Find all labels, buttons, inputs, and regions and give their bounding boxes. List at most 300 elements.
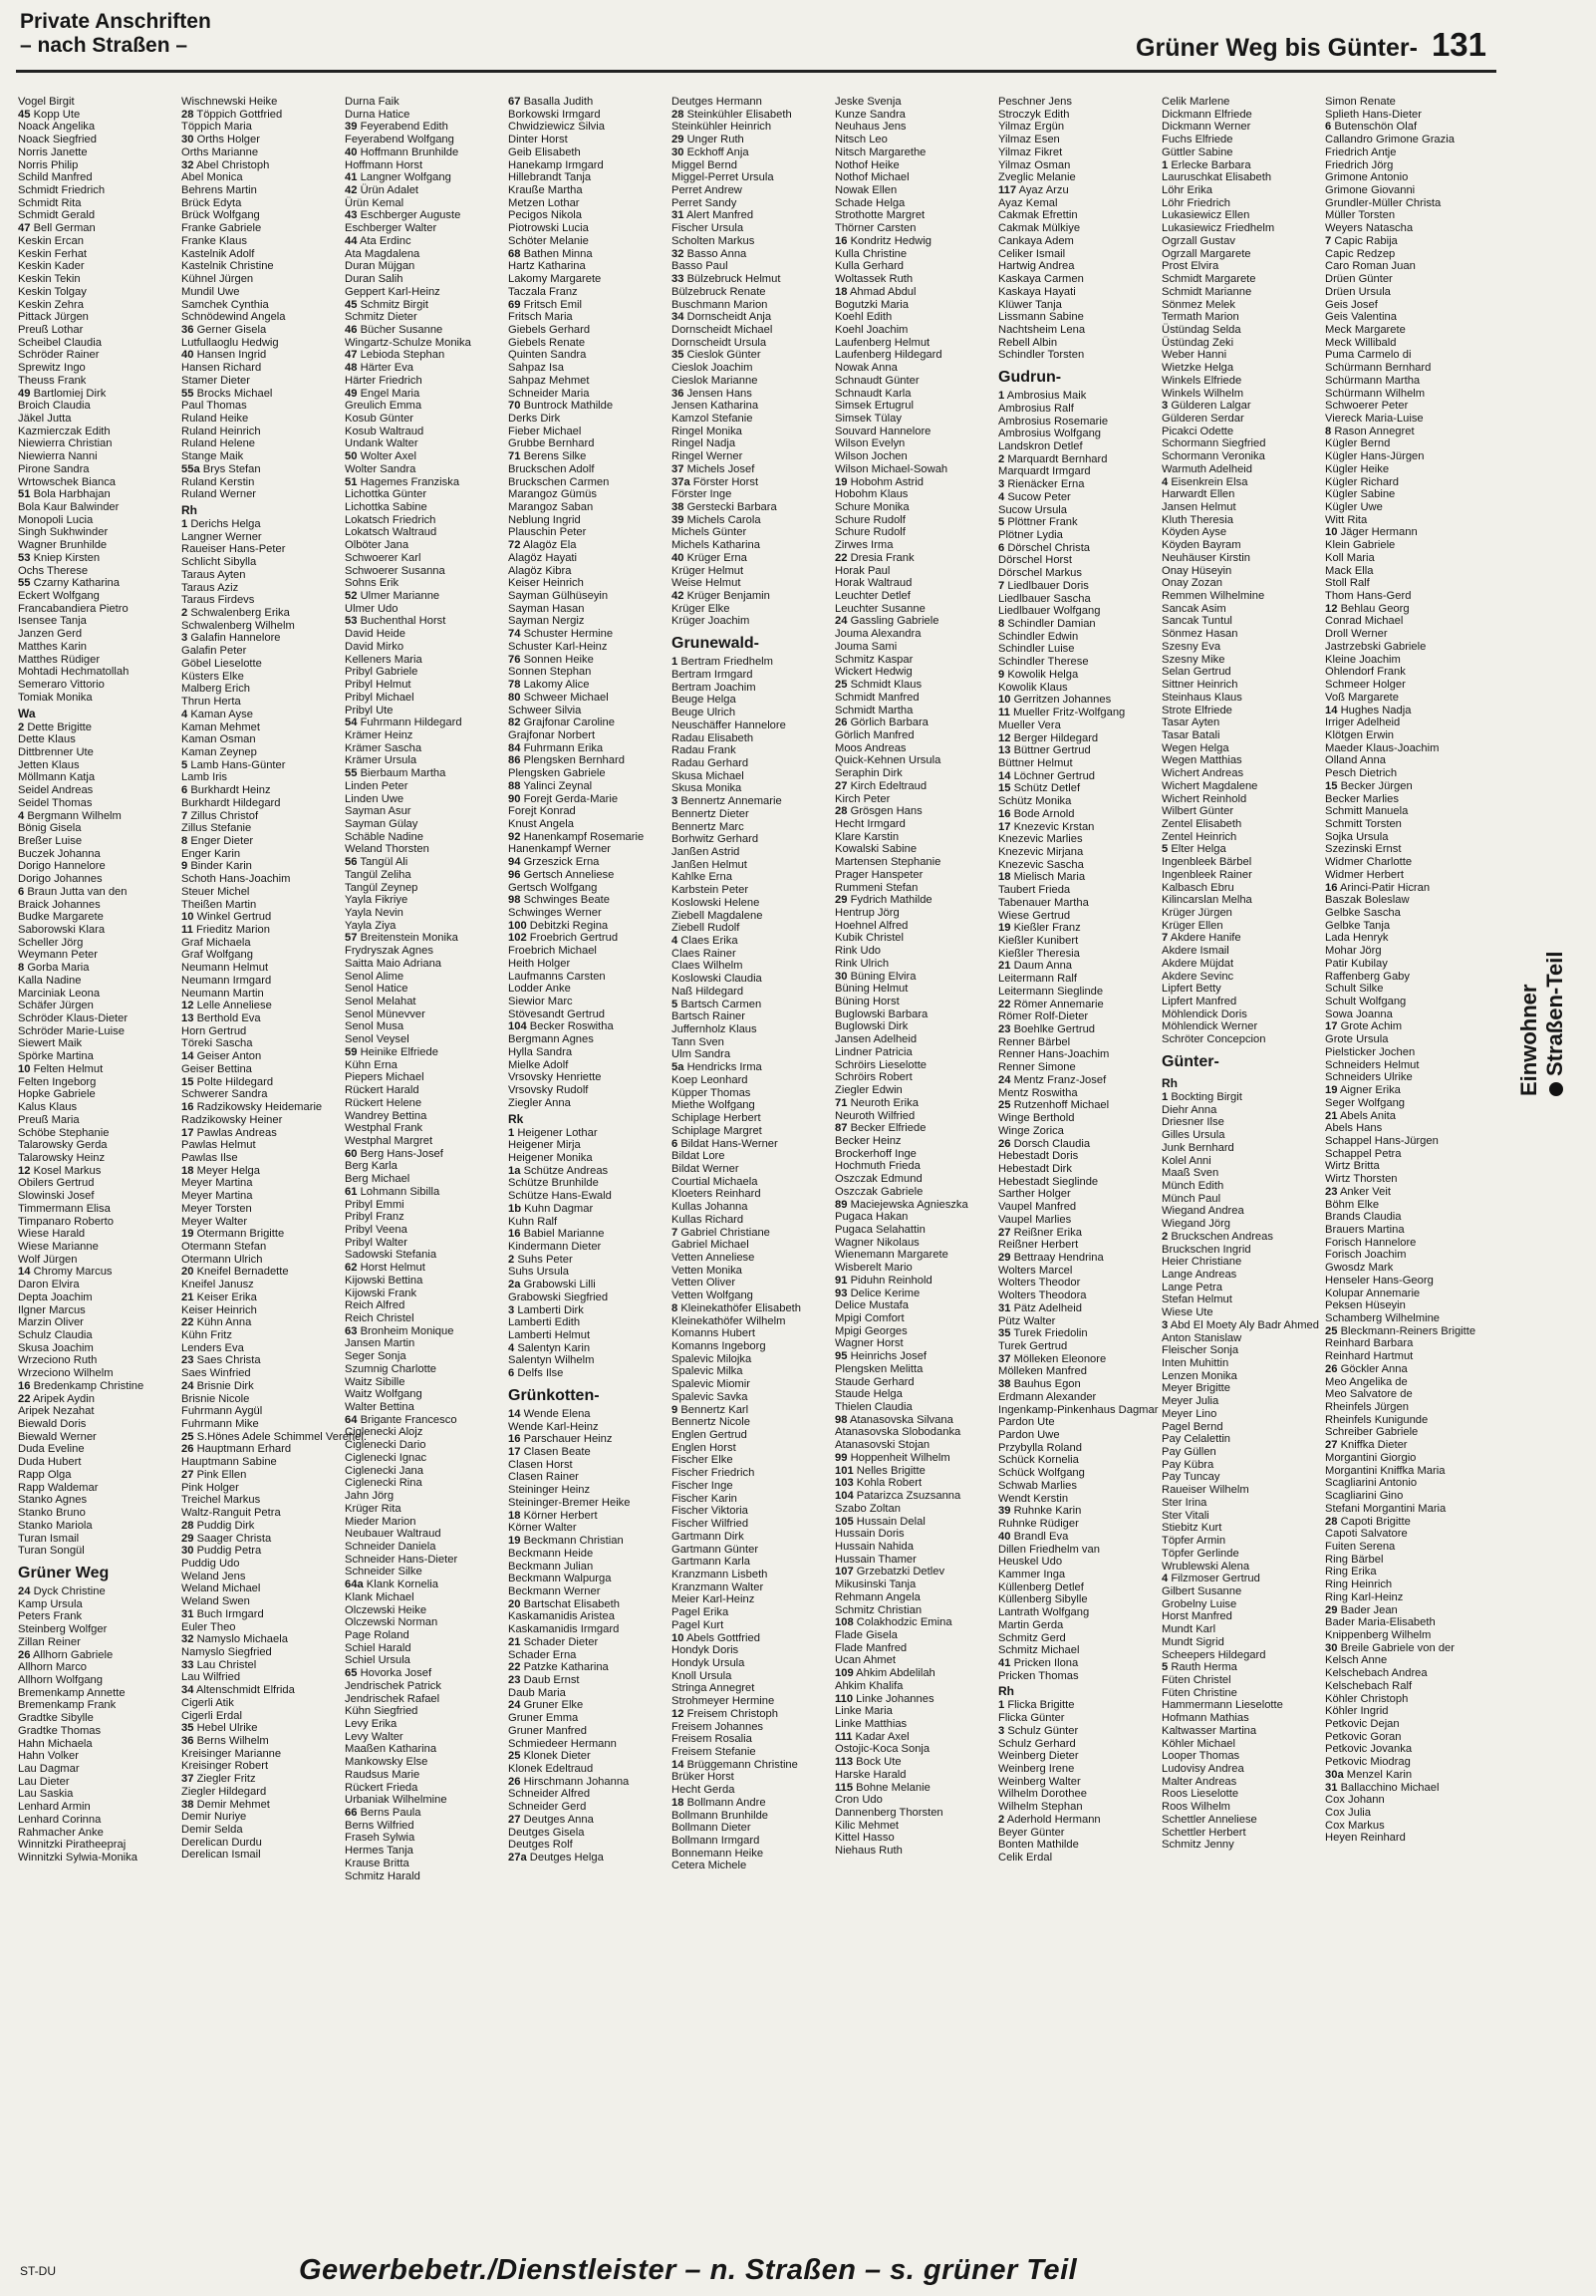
resident-entry [1162,603,1323,616]
resident-name: Ring Karl-Heinz [1325,1590,1404,1603]
house-number: 92 [508,830,521,843]
resident-entry [1162,450,1323,463]
resident-name: Suhs Ursula [508,1266,569,1279]
resident-entry [345,248,506,261]
resident-entry [835,1122,996,1135]
resident-entry [508,1535,669,1548]
resident-name: Orths Marianne [181,145,259,158]
resident-name: Naß Hildegard [671,985,744,998]
resident-entry [1162,1497,1323,1510]
resident-entry [1325,1097,1486,1110]
resident-entry [998,453,1160,466]
resident-entry [998,209,1160,222]
resident-entry [835,1705,996,1718]
resident-name: Tasar Batali [1162,728,1220,741]
resident-name: Hochmuth Frieda [835,1160,921,1173]
house-number: 27 [835,779,848,792]
resident-entry [998,821,1160,834]
resident-entry [508,679,669,692]
resident-name: Thrun Herta [181,696,241,709]
resident-name: Viereck Maria-Luise [1325,412,1424,425]
resident-entry [181,1507,343,1520]
resident-entry [1162,299,1323,312]
resident-entry [1162,197,1323,210]
resident-entry [18,1598,179,1611]
resident-entry [508,121,669,134]
resident-entry [181,1456,343,1469]
resident-entry [1325,856,1486,869]
house-number: 24 [18,1584,31,1597]
resident-name: Sowa Joanna [1325,1007,1393,1020]
resident-entry [1325,1769,1486,1782]
resident-entry [18,1763,179,1776]
resident-entry [835,514,996,527]
resident-entry [508,590,669,603]
resident-entry [508,577,669,590]
resident-name: Aderhold Hermann [1006,1813,1101,1826]
resident-entry [998,1606,1160,1619]
resident-name: Heuskel Udo [998,1556,1063,1569]
header-subtitle: – nach Straßen – [20,34,188,57]
resident-name: Spörke Martina [18,1050,94,1063]
resident-entry [18,733,179,746]
resident-entry [998,1763,1160,1776]
resident-entry [1325,1452,1486,1465]
resident-name: Brüggemann Christine [686,1758,798,1771]
resident-name: Patzke Katharina [523,1661,609,1674]
resident-name: Stövesandt Gertrud [508,1007,606,1020]
resident-entry [508,767,669,780]
resident-name: Beuge Helga [671,694,736,707]
resident-name: Horst Manfred [1162,1610,1232,1623]
resident-name: Grote Ursula [1325,1033,1389,1046]
resident-entry [1325,337,1486,350]
resident-name: Forisch Hannelore [1325,1236,1417,1249]
resident-entry [1162,488,1323,501]
resident-entry [181,311,343,324]
resident-entry [998,694,1160,707]
house-number: 101 [835,1464,854,1477]
resident-name: Brisnie Dirk [196,1379,254,1392]
resident-name: Bode Arnold [1013,807,1075,820]
resident-entry [998,1416,1160,1429]
resident-name: Strote Elfriede [1162,704,1232,717]
resident-entry [671,1353,833,1366]
resident-name: Senol Münevver [345,1007,425,1020]
resident-name: Lenders Eva [181,1341,244,1354]
house-number: 26 [1325,1362,1338,1375]
resident-entry [345,197,506,210]
resident-name: Neuroth Wilfried [835,1109,916,1122]
resident-name: Reißner Erika [1013,1226,1082,1239]
resident-name: Kelleners Maria [345,653,422,666]
resident-name: Mieder Marion [345,1515,416,1528]
resident-entry [1325,552,1486,565]
resident-name: Hermes Tanja [345,1845,413,1858]
resident-name: Schreiber Gabriele [1325,1426,1419,1439]
resident-name: Baszak Boleslaw [1325,894,1410,907]
resident-name: Deutges Hermann [671,96,762,108]
resident-name: Schnaudt Günter [835,374,920,387]
resident-entry [998,1176,1160,1189]
resident-name: Grajfonar Norbert [508,728,596,741]
resident-entry [1325,641,1486,654]
resident-entry [835,1388,996,1401]
resident-entry [18,797,179,810]
resident-entry [508,818,669,831]
resident-entry [671,514,833,527]
house-number: 17 [181,1126,194,1139]
resident-entry [181,134,343,146]
resident-entry [18,1216,179,1229]
resident-entry [835,1059,996,1072]
resident-entry [1325,1008,1486,1021]
resident-name: Krüger Elke [671,602,730,615]
resident-name: Ciglenecki Dario [345,1439,426,1452]
resident-name: Felten Ingeborg [18,1075,97,1088]
resident-name: Sancak Tuntul [1162,615,1232,628]
resident-name: Janßen Helmut [671,858,747,871]
resident-entry [1162,831,1323,844]
house-number: 3 [1162,400,1169,413]
resident-entry [998,1404,1160,1417]
resident-name: Grubbe Bernhard [508,437,595,450]
resident-entry [1325,1160,1486,1173]
resident-name: Duda Hubert [18,1456,82,1469]
resident-name: Rebell Albin [998,336,1058,349]
resident-name: Kaman Osman [181,733,256,746]
house-number: 6 [181,784,188,797]
house-number: 37a [671,475,690,488]
resident-entry [508,1852,669,1865]
resident-name: Kittel Hasso [835,1832,895,1845]
resident-entry [18,1788,179,1801]
resident-name: Pribyl Helmut [345,679,411,692]
resident-name: Winkels Wilhelm [1162,387,1244,400]
resident-entry [181,1037,343,1050]
resident-name: Basso Anna [686,247,747,260]
resident-name: Piduhn Reinhold [850,1274,932,1287]
resident-name: Lamb Hans-Günter [190,758,286,771]
resident-name: Selan Gertrud [1162,666,1231,679]
house-number: 109 [835,1667,854,1680]
resident-entry [18,109,179,122]
resident-name: Winnitzki Piratheepraj [18,1839,127,1852]
resident-entry [835,1211,996,1224]
resident-name: Krüger Joachim [671,615,750,628]
resident-entry [998,593,1160,606]
resident-name: Sohns Erik [345,577,399,590]
resident-entry [671,1556,833,1569]
resident-name: Komanns Ingeborg [671,1340,766,1352]
resident-entry [671,388,833,401]
resident-entry [671,1721,833,1734]
house-number: 4 [18,809,25,822]
house-number: 3 [671,795,678,808]
resident-name: Gerstecki Barbara [686,501,777,513]
resident-entry [345,907,506,920]
house-number: 33 [671,273,684,286]
resident-entry [835,552,996,565]
resident-entry [18,692,179,705]
resident-entry [345,1008,506,1021]
resident-name: Puma Carmelo di [1325,349,1412,362]
resident-name: Heigener Lothar [517,1126,598,1139]
resident-name: Kranzmann Walter [671,1580,764,1593]
resident-entry [1325,349,1486,362]
house-number: 55 [345,767,358,780]
house-number: 4 [181,708,188,720]
resident-entry [181,1101,343,1114]
resident-name: Vaupel Manfred [998,1201,1077,1214]
resident-entry [835,146,996,159]
resident-name: Lamb Iris [181,771,228,784]
resident-entry [345,705,506,718]
house-number: 12 [18,1164,31,1177]
resident-name: Kelschebach Andrea [1325,1667,1428,1680]
resident-name: Kügler Sabine [1325,488,1396,501]
resident-name: Küsters Elke [181,670,244,683]
resident-name: Demir Nuriye [181,1811,247,1824]
house-number: 1 [181,518,188,530]
house-number: 21 [1325,1109,1338,1122]
resident-name: Courtial Michaela [671,1175,758,1188]
resident-entry [671,1759,833,1772]
resident-name: Hirschmann Johanna [523,1775,630,1788]
resident-name: Fritsch Emil [523,298,582,311]
resident-name: Lokatsch Waltraud [345,526,437,539]
resident-name: Kaskamanidis Aristea [508,1610,615,1623]
resident-entry [998,897,1160,910]
resident-name: Yilmaz Osman [998,158,1071,171]
resident-name: Lipfert Manfred [1162,996,1237,1008]
resident-entry [1162,1129,1323,1142]
directory-column [18,96,179,2248]
resident-name: Cox Johann [1325,1794,1385,1807]
house-number: 21 [998,960,1011,973]
resident-name: Lamberti Edith [508,1316,581,1329]
resident-name: Ziebell Rudolf [671,922,740,935]
resident-name: Winnitzki Sylwia-Monika [18,1852,137,1865]
resident-name: Weland Jens [181,1570,246,1582]
resident-name: Kaskamanidis Irmgard [508,1623,620,1636]
resident-name: Cakmak Mülkiye [998,222,1081,235]
resident-name: Erlecke Barbara [1171,158,1251,171]
resident-name: Horak Waltraud [835,577,913,590]
resident-name: Bremenkamp Annette [18,1686,126,1699]
resident-entry [998,529,1160,542]
house-number: 18 [835,285,848,298]
resident-name: Schiel Harald [345,1641,411,1654]
resident-entry [181,1430,367,1444]
resident-name: Martin Gerda [998,1618,1064,1631]
house-number: 25 [998,1099,1011,1112]
resident-entry [18,437,179,450]
house-number: 42 [671,590,684,603]
resident-entry [18,565,179,578]
resident-name: Rapp Olga [18,1468,72,1481]
resident-name: Plengsken Gabriele [508,767,606,780]
resident-entry [181,1545,343,1558]
resident-entry [345,1211,506,1224]
section-side-label [1516,951,1568,1096]
resident-entry [671,1733,833,1746]
resident-entry [835,1363,996,1376]
resident-name: Beyer Günter [998,1826,1065,1839]
resident-name: Grösgen Hans [850,805,923,818]
resident-name: Durna Hatice [345,108,410,121]
resident-name: Biewald Werner [18,1430,97,1443]
resident-entry [18,1636,179,1649]
resident-entry [181,1443,343,1456]
resident-entry [18,759,179,772]
resident-name: Kreisinger Marianne [181,1747,282,1760]
resident-entry [181,1279,343,1292]
resident-entry [181,1786,343,1799]
resident-name: Liedlbauer Wolfgang [998,605,1101,618]
house-number: 99 [835,1451,848,1464]
resident-name: Schwerer Sandra [181,1088,268,1101]
resident-entry [1162,767,1323,780]
directory-column [1162,96,1323,2248]
resident-entry [181,1254,343,1267]
resident-name: Kießler Theresia [998,947,1080,960]
resident-entry [835,1642,996,1655]
house-number: 38 [671,501,684,513]
resident-name: Kahlke Erna [671,871,732,884]
resident-name: Callandro Grimone Grazia [1325,134,1455,146]
resident-entry [835,1084,996,1097]
resident-entry [835,1503,996,1516]
resident-name: Bremenkamp Frank [18,1699,117,1712]
resident-entry [998,1023,1160,1036]
resident-entry [345,146,506,159]
resident-entry [671,744,833,757]
resident-name: Heinike Elfriede [360,1045,438,1058]
resident-name: Wagner Nikolaus [835,1236,920,1249]
resident-name: Ludovisy Andrea [1162,1763,1244,1775]
resident-entry [18,988,179,1001]
resident-name: Strohmeyer Hermine [671,1695,775,1708]
resident-entry [181,569,343,582]
resident-entry [181,1684,343,1697]
resident-name: Dorigo Johannes [18,873,103,886]
resident-name: Schmidt Margarete [1162,273,1256,286]
resident-entry [835,1426,996,1439]
resident-entry [835,273,996,286]
resident-name: Beckmann Julian [508,1560,594,1573]
resident-name: Yilmaz Esen [998,134,1060,146]
resident-entry [18,628,179,641]
resident-name: Bergmann Agnes [508,1033,594,1046]
resident-name: Dillen Friedhelm van [998,1543,1100,1556]
resident-entry [18,721,179,734]
resident-name: Franke Gabriele [181,222,262,235]
resident-entry [345,1337,506,1350]
resident-name: Steinkühler Elisabeth [686,108,792,121]
resident-entry [998,1788,1160,1801]
resident-entry [508,1329,669,1342]
resident-name: Piotrowski Lucia [508,222,589,235]
resident-name: Schmitz Gerd [998,1631,1066,1644]
resident-entry [1162,388,1323,401]
resident-name: Vetten Monika [671,1264,742,1277]
resident-name: Deutges Rolf [508,1839,573,1852]
resident-entry [18,835,179,848]
house-number: 4 [998,490,1005,503]
resident-name: Grimone Giovanni [1325,184,1416,197]
resident-name: Michels Katharina [671,539,760,552]
resident-name: Köhler Ingrid [1325,1705,1389,1718]
resident-name: Isensee Tanja [18,615,87,628]
resident-name: Meo Salvatore de [1325,1388,1413,1401]
resident-name: Pribyl Ute [345,704,394,717]
resident-entry [998,1467,1160,1480]
resident-entry [345,843,506,856]
resident-entry [998,631,1160,644]
house-number: 12 [1325,602,1338,615]
resident-entry [345,1870,506,1883]
resident-name: Boehlke Gertrud [1013,1023,1096,1036]
resident-name: Neubauer Waltraud [345,1528,441,1541]
resident-name: Junk Bernhard [1162,1141,1234,1154]
resident-entry [345,450,506,463]
house-number: 30 [1325,1641,1338,1654]
resident-name: Bücher Susanne [360,323,443,336]
house-number: 16 [1325,881,1338,894]
resident-entry [998,1365,1160,1378]
resident-name: Zveglic Melanie [998,171,1076,184]
resident-entry [508,1241,669,1254]
resident-name: Mölleken Eleonore [1013,1352,1107,1365]
resident-entry [345,375,506,388]
house-number: 51 [18,488,31,501]
resident-entry [1325,1541,1486,1554]
resident-entry [998,299,1160,312]
resident-entry [671,656,833,669]
resident-entry [671,1797,833,1810]
resident-entry [345,1388,506,1401]
resident-entry [998,580,1160,593]
resident-name: Sprewitz Ingo [18,362,86,375]
resident-entry [671,1125,833,1138]
resident-name: Marangoz Gümüs [508,488,597,501]
resident-name: Ruland Kerstin [181,475,255,488]
resident-name: Turek Friedolin [1013,1327,1088,1340]
resident-entry [508,729,669,742]
resident-entry [835,1288,996,1300]
resident-name: Keskin Tolgay [18,285,87,298]
resident-entry [508,894,669,907]
resident-entry [998,732,1160,745]
resident-entry [1325,1465,1486,1478]
resident-name: Schneider Alfred [508,1788,591,1801]
resident-name: Brandl Eva [1013,1530,1069,1543]
resident-name: Bredenkamp Christine [33,1379,144,1392]
resident-name: Senol Musa [345,1020,404,1033]
resident-name: Buschmann Marion [671,298,768,311]
resident-entry [671,1695,833,1708]
resident-entry [835,109,996,122]
resident-entry [1162,1687,1323,1700]
resident-entry [181,771,343,784]
resident-name: Westphal Margret [345,1134,433,1147]
resident-name: Pay Kübra [1162,1458,1214,1471]
resident-entry [1162,337,1323,350]
resident-name: Wilson Jochen [835,450,908,463]
house-number: 94 [508,856,521,869]
resident-entry [18,1431,179,1444]
